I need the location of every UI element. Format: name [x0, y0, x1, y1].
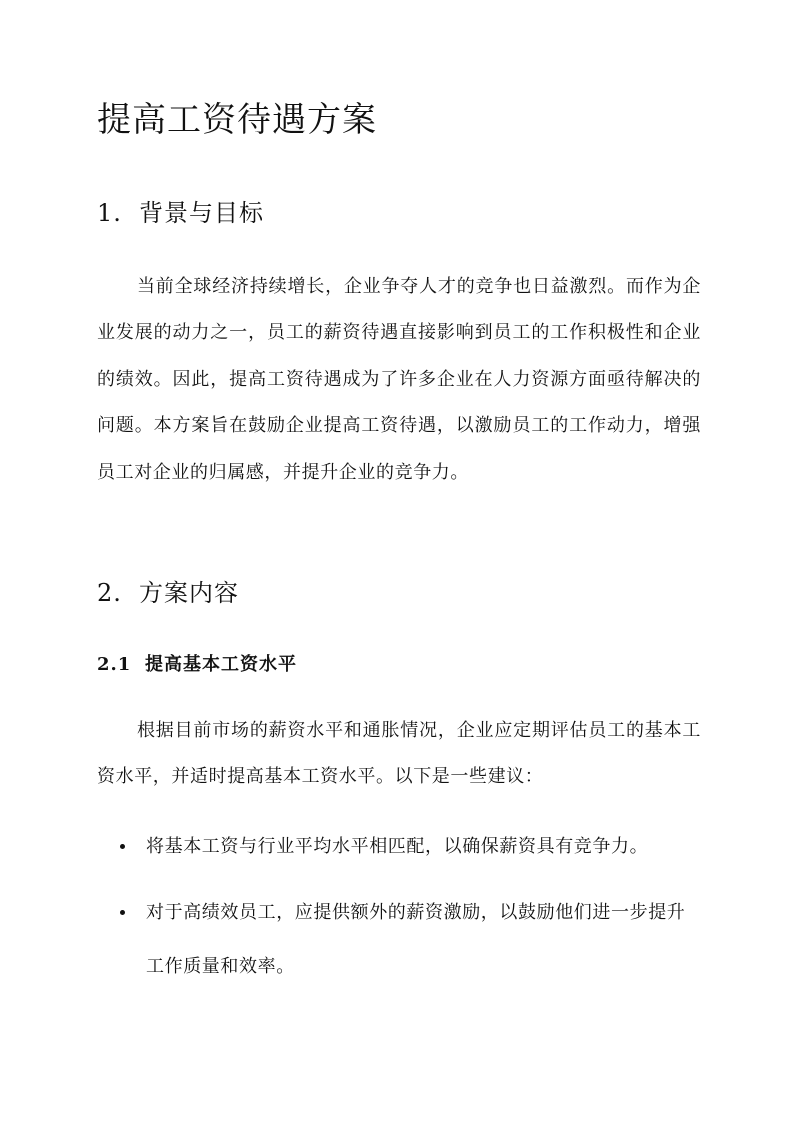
section-heading-content: [97, 576, 239, 610]
section-title: 背景与目标: [139, 199, 264, 227]
document-title: 提高工资待遇方案: [97, 100, 377, 140]
background-paragraph: 当前全球经济持续增长，企业争夺人才的竞争也日益激烈。而作为企业发展的动力之一，员工的薪资待遇直接影响到员工的工作积极性和企业的绩效。因此，提高工资待遇成为了许多企业在人力资源方面亟待解决的问题。本方案旨在鼓励企业提高工资待遇，以激励员工的工作动力，增强员工对企业的归属感，并提升企业的竞争力。: [97, 276, 701, 483]
list-item-text: 将基本工资与行业平均水平相匹配，以确保薪资具有竞争力。: [146, 836, 649, 857]
section-number: 1.: [97, 199, 122, 227]
suggestion-list: [120, 820, 700, 1006]
list-item-text: 对于高绩效员工，应提供额外的薪资激励，以鼓励他们进一步提升工作质量和效率。: [146, 902, 686, 977]
bullet-icon: [120, 910, 125, 915]
bullet-icon: [120, 844, 125, 849]
subsection-title: 提高基本工资水平: [145, 654, 297, 675]
section-title: 方案内容: [139, 579, 239, 607]
subsection-number: 2.1: [97, 654, 132, 675]
subsection-paragraph: 根据目前市场的薪资水平和通胀情况，企业应定期评估员工的基本工资水平，并适时提高基本工资水平。以下是一些建议：: [97, 720, 701, 787]
section-heading-background: [97, 196, 264, 230]
list-item: [120, 886, 700, 994]
subsection-heading: [97, 651, 297, 679]
section-number: 2.: [97, 579, 122, 607]
list-item: [120, 820, 700, 874]
